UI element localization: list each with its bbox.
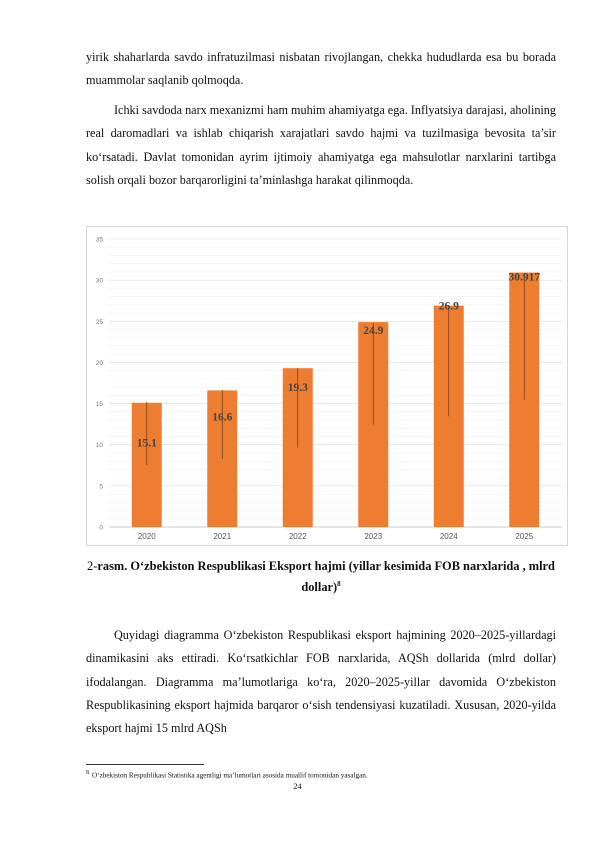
x-tick-label-2025: 2025 — [515, 532, 534, 541]
data-label-2021: 16.6 — [212, 411, 233, 424]
figure-caption — [86, 557, 556, 596]
data-label-2024: 26.9 — [438, 300, 459, 313]
y-tick-label: 20 — [95, 359, 103, 367]
x-tick-label-2023: 2023 — [364, 532, 383, 541]
y-tick-label: 0 — [99, 524, 103, 532]
x-tick-label-2021: 2021 — [213, 532, 232, 541]
page-number: 24 — [293, 781, 302, 791]
data-label-2020: 15.1 — [136, 437, 157, 450]
footnote — [86, 768, 556, 780]
x-tick-label-2022: 2022 — [288, 532, 307, 541]
paragraph-2: Ichki savdoda narx mexanizmi ham muhim ahamiyatga ega. Inflyatsiya darajasi, aholining real daromadlari va ishlab chiqarish xarajatlari savdo hajmi va tuzilmasiga bevosita ta’sir ko‘rsatadi. Davlat tomonidan ayrim ijtimoiy ahamiyatga ega mahsulotlar narxlarini tartibga solish orqali bozor barqarorligini ta’minlashga harakat qilinmoqda. — [86, 103, 556, 187]
figure-number: 2- — [87, 559, 98, 573]
y-tick-label: 35 — [95, 236, 103, 244]
y-tick-label: 5 — [99, 483, 103, 491]
y-tick-label: 25 — [95, 318, 103, 326]
y-tick-label: 30 — [95, 277, 103, 285]
y-tick-label: 10 — [95, 442, 103, 450]
footnote-divider — [86, 764, 204, 765]
x-tick-label-2024: 2024 — [439, 532, 458, 541]
data-label-2025: 30.917 — [508, 271, 541, 284]
footnote-marker: 8 — [86, 770, 89, 776]
figure-caption-text: rasm. O‘zbekiston Respublikasi Eksport hajmi (yillar kesimida FOB narxlarida , mlrd dollar) — [97, 559, 555, 595]
x-tick-label-2020: 2020 — [137, 532, 156, 541]
footnote-reference: 8 — [337, 580, 341, 588]
footnote-text: O‘zbekiston Respublikasi Statistika agentligi ma’lumotlari asosida muallif tomonidan yasalgan. — [92, 771, 368, 780]
paragraph-1: yirik shaharlarda savdo infratuzilmasi nisbatan rivojlangan, chekka hududlarda esa bu borada muammolar saqlanib qolmoqda. — [86, 50, 556, 88]
paragraph-3: Quyidagi diagramma O‘zbekiston Respublikasi eksport hajmining 2020–2025-yillardagi dinamikasini aks ettiradi. Ko‘rsatkichlar FOB narxlarida, AQSh dollarida (mlrd dollar) ifodalangan. Diagramma ma’lumotlariga ko‘ra, 2020–2025-yillar davomida O‘zbekiston Respublikasining eksport hajmida barqaror o‘sish tendensiyasi kuzatiladi. Xususan, 2020-yilda eksport hajmi 15 mlrd AQSh — [86, 628, 556, 736]
export-chart — [86, 226, 568, 546]
export-bar-chart — [87, 227, 567, 545]
data-label-2023: 24.9 — [363, 325, 384, 338]
y-tick-label: 15 — [95, 401, 103, 409]
data-label-2022: 19.3 — [287, 382, 308, 395]
